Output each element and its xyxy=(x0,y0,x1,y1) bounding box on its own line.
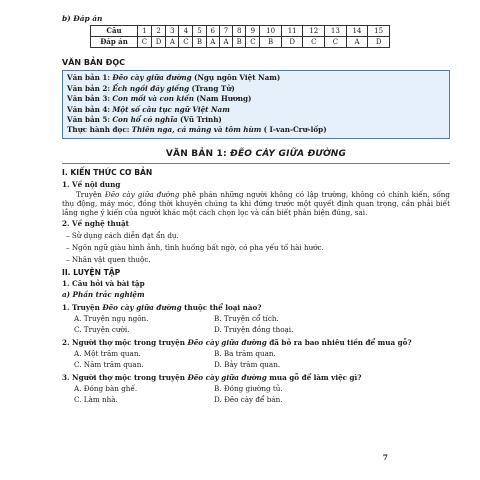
answer-table xyxy=(90,25,390,48)
paragraph-text: Truyện xyxy=(76,189,105,199)
answer-key: B xyxy=(260,37,282,48)
option: D. Đẽo cày để bán. xyxy=(214,395,283,405)
answer-number: 4 xyxy=(179,26,193,37)
reading-list-item xyxy=(67,73,445,83)
answer-number: 10 xyxy=(260,26,282,37)
answer-table-keys-row xyxy=(91,37,390,48)
answer-key: A xyxy=(166,37,179,48)
reading-label: Văn bản 4: xyxy=(67,104,111,114)
answer-key: B xyxy=(233,37,246,48)
reading-list-box xyxy=(62,70,450,139)
reading-title: Con hổ có nghĩa xyxy=(112,115,178,124)
answer-key: C xyxy=(246,37,260,48)
answers-heading: b) Đáp án xyxy=(62,14,103,23)
reading-label: Văn bản 1: xyxy=(67,73,111,83)
option: D. Truyện đồng thoại. xyxy=(214,325,294,335)
subsection-questions: 1. Câu hỏi và bài tập xyxy=(62,279,145,289)
reading-author: (Vũ Trinh) xyxy=(179,115,222,124)
answer-options xyxy=(74,384,450,404)
answer-key: D xyxy=(151,37,165,48)
subsection-multiple-choice: a) Phần trắc nghiệm xyxy=(62,290,145,300)
reading-author: (Trang Tử) xyxy=(191,83,235,93)
option: D. Bảy trăm quan. xyxy=(214,360,281,370)
question-text: mua gỗ để làm việc gì? xyxy=(266,373,362,383)
answer-number: 9 xyxy=(246,26,260,37)
reading-label: Văn bản 5: xyxy=(67,115,111,124)
paragraph-text: phê phán những người không có lập trường, không có chính kiến, sống thụ động, máy móc, đồng thời khuyên chúng ta khi đứng trước một quyết định quan trọng, cần phải biết lắng nghe ý kiến của người khác một cách chọn lọc và cần biết phản biện đúng, sai. xyxy=(62,189,451,217)
reading-author: (Ngụ ngôn Việt Nam) xyxy=(193,73,281,83)
answer-key: A xyxy=(346,37,368,48)
answer-key: C xyxy=(179,37,193,48)
subsection-art: 2. Về nghệ thuật xyxy=(62,218,129,228)
answer-number: 6 xyxy=(206,26,219,37)
reading-title: Ếch ngồi đáy giếng xyxy=(112,83,190,93)
reading-label: Văn bản 2: xyxy=(67,83,111,93)
question-text: 2. Người thợ mộc trong truyện xyxy=(62,338,188,348)
story-title: Đẽo cày giữa đường xyxy=(104,189,180,199)
section-heading-practice: II. LUYỆN TẬP xyxy=(62,267,121,277)
document-page xyxy=(62,14,450,404)
reading-title: Thiên nga, cá măng và tôm hùm xyxy=(131,125,262,135)
answer-number: 3 xyxy=(166,26,179,37)
reading-author: ( I-van-Crư-lốp) xyxy=(263,125,327,135)
art-point: – Nhân vật quen thuộc. xyxy=(66,254,151,264)
reading-label: Thực hành đọc: xyxy=(67,125,130,135)
answer-number: 12 xyxy=(303,26,325,37)
question xyxy=(62,338,450,347)
question-text: 1. Truyện xyxy=(62,303,103,313)
question xyxy=(62,373,450,382)
answer-key: D xyxy=(281,37,303,48)
reading-list-item xyxy=(67,84,445,94)
story-title: Đẽo cày giữa đường xyxy=(102,303,182,313)
story-title: Đẽo cày giữa đường xyxy=(187,373,267,383)
reading-author: (Nam Hương) xyxy=(196,94,252,104)
option: A. Đóng bàn ghế. xyxy=(74,384,138,394)
answer-number: 1 xyxy=(138,26,152,37)
option: B. Truyện cổ tích. xyxy=(214,314,279,324)
option: A. Một trăm quan. xyxy=(74,349,141,359)
answer-key: D xyxy=(368,37,390,48)
question-text: đã bỏ ra bao nhiêu tiền để mua gỗ? xyxy=(266,338,412,348)
option: B. Đóng giường tủ. xyxy=(214,384,283,394)
answer-key: C xyxy=(138,37,152,48)
answer-number: 14 xyxy=(346,26,368,37)
reading-title: Con mối và con kiến xyxy=(112,94,194,104)
reading-list-item xyxy=(67,105,445,115)
title-divider xyxy=(62,163,450,164)
option: C. Làm nhà. xyxy=(74,395,118,405)
answer-key: A xyxy=(219,37,232,48)
van-ban-1-title xyxy=(62,149,450,160)
question-text: 3. Người thợ mộc trong truyện xyxy=(62,373,188,383)
answer-table-row-label: Đáp án xyxy=(91,37,138,48)
option: C. Truyện cười. xyxy=(74,325,130,335)
answer-number: 2 xyxy=(151,26,165,37)
van-ban-1-name: ĐẼO CÀY GIỮA ĐƯỜNG xyxy=(230,148,347,159)
answer-number: 8 xyxy=(233,26,246,37)
reading-list-item xyxy=(67,94,445,104)
van-ban-1-prefix: VĂN BẢN 1: xyxy=(165,148,227,159)
answer-table-row-label: Câu xyxy=(91,26,138,37)
answer-key: C xyxy=(303,37,325,48)
answer-key: C xyxy=(325,37,347,48)
story-title: Đẽo cày giữa đường xyxy=(187,338,267,348)
reading-title: Đẽo cày giữa đường xyxy=(112,73,192,83)
reading-title: Một số câu tục ngữ Việt Nam xyxy=(112,104,230,114)
page-number: 7 xyxy=(382,453,388,462)
subsection-content: 1. Về nội dung xyxy=(62,179,121,189)
option: A. Truyện ngụ ngôn. xyxy=(74,314,149,324)
answer-key: B xyxy=(193,37,206,48)
answer-number: 11 xyxy=(281,26,303,37)
answer-number: 7 xyxy=(219,26,232,37)
answer-number: 15 xyxy=(368,26,390,37)
section-heading-knowledge: I. KIẾN THỨC CƠ BẢN xyxy=(62,168,153,178)
art-point: – Ngôn ngữ giàu hình ảnh, tình huống bất ngờ, có pha yếu tố hài hước. xyxy=(66,242,324,252)
question-text: thuộc thể loại nào? xyxy=(181,303,262,313)
answer-number: 5 xyxy=(193,26,206,37)
answer-number: 13 xyxy=(325,26,347,37)
option: B. Ba trăm quan. xyxy=(214,349,276,359)
answer-key: A xyxy=(206,37,219,48)
question xyxy=(62,303,450,312)
answer-options xyxy=(74,314,450,334)
art-point: – Sử dụng cách diễn đạt ẩn dụ. xyxy=(66,230,179,240)
option: C. Năm trăm quan. xyxy=(74,360,144,370)
reading-label: Văn bản 3: xyxy=(67,94,111,104)
answer-table-numbers-row xyxy=(91,26,390,37)
answer-options xyxy=(74,349,450,369)
reading-list-item xyxy=(67,115,445,125)
content-paragraph xyxy=(62,190,450,217)
van-ban-doc-heading: VĂN BẢN ĐỌC xyxy=(62,58,126,68)
reading-list-item xyxy=(67,125,445,135)
